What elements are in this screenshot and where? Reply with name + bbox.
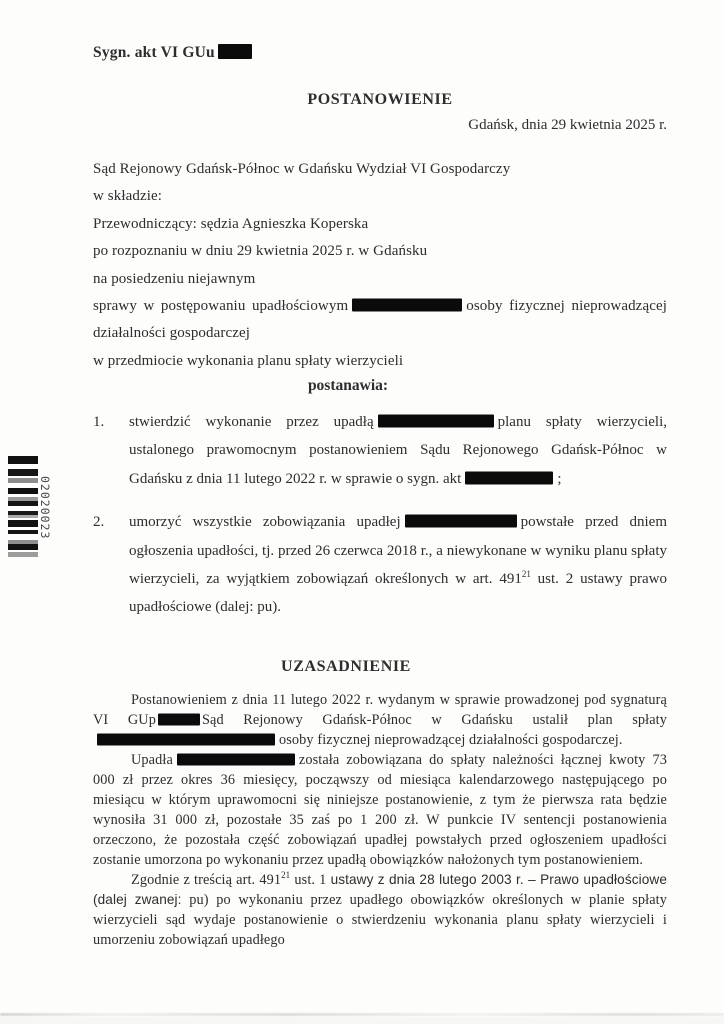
scan-bottom-strip bbox=[0, 1017, 724, 1024]
list-item-text: stwierdzić wykonanie przez upadłą planu spłaty wierzycieli, ustalonego prawomocnym postanowieniem Sądu Rejonowego Gdańsk-Północ w Gdańsku z dnia 11 lutego 2022 r. w sprawie o sygn. akt ; bbox=[129, 414, 667, 487]
barcode-bar bbox=[8, 469, 38, 476]
operative-heading: postanawia: bbox=[307, 377, 389, 394]
operative-list bbox=[93, 408, 667, 637]
list-item-number: 2. bbox=[93, 514, 105, 531]
redaction-bar bbox=[97, 734, 275, 746]
font-switch-segment: ustawy z dnia 28 lutego 2003 r. – Prawo upadłościowe (dalej zwanej: bbox=[93, 872, 667, 907]
case-text-after: osoby fizycznej nieprowadzącej działalności gospodarczej bbox=[93, 298, 667, 342]
barcode-value: 02020023 bbox=[38, 476, 52, 540]
case-line bbox=[93, 293, 667, 348]
scan-shadow-line bbox=[0, 1013, 724, 1016]
justification-paragraph: Postanowieniem z dnia 11 lutego 2022 r. wydanym w sprawie prowadzonej pod sygnaturą VI GUp Sąd Rejonowy Gdańsk-Północ w Gdańsku ustalił plan spłatyosoby fizycznej nieprowadzącej działalności gospodarczej. bbox=[93, 692, 668, 748]
case-text-before: sprawy w postępowaniu upadłościowym bbox=[93, 298, 349, 315]
intro-block bbox=[93, 156, 667, 375]
barcode-bar bbox=[8, 552, 38, 556]
redaction-bar bbox=[177, 754, 295, 766]
barcode-bar bbox=[8, 456, 38, 464]
case-number-label: Sygn. akt VI GUu bbox=[93, 44, 215, 61]
redaction-bar bbox=[218, 44, 252, 59]
document-title: POSTANOWIENIE bbox=[307, 91, 453, 108]
redaction-bar bbox=[158, 714, 200, 726]
hearing-line: po rozpoznaniu w dniu 29 kwietnia 2025 r. w Gdańsku bbox=[93, 243, 428, 260]
judge-line: Przewodniczący: sędzia Agnieszka Koperska bbox=[93, 215, 369, 232]
redaction-bar bbox=[405, 515, 517, 528]
justification-paragraph: Zgodnie z treścią art. $491^{21}$ ust. 1 ustawy z dnia 28 lutego 2003 r. – Prawo upadłościowe (dalej zwanej: pu) po wykonaniu przez upadłego obowiązków określonych w planie spłaty wierzycieli sąd wydaje postanowienie o stwierdzeniu wykonania planu spłaty wierzycieli i umorzeniu zobowiązań upadłego bbox=[93, 870, 667, 948]
composition-label: w składzie: bbox=[93, 188, 162, 205]
court-name: Sąd Rejonowy Gdańsk-Północ w Gdańsku Wydział VI Gospodarczy bbox=[93, 161, 511, 177]
case-number-line bbox=[93, 42, 667, 62]
subject-line: w przedmiocie wykonania planu spłaty wierzycieli bbox=[93, 352, 404, 369]
list-item bbox=[93, 408, 667, 493]
redaction-bar bbox=[352, 299, 462, 312]
superscript: 21 bbox=[281, 870, 291, 881]
justification-heading: UZASADNIENIE bbox=[281, 658, 411, 675]
redaction-bar bbox=[465, 471, 553, 484]
list-item bbox=[93, 508, 667, 622]
date-line: Gdańsk, dnia 29 kwietnia 2025 r. bbox=[468, 117, 667, 133]
justification-block bbox=[93, 690, 667, 950]
justification-paragraph: Upadła została zobowiązana do spłaty należności łącznej kwoty 73 000 zł przez okres 36 miesięcy, począwszy od miesiąca kalendarzowego następującego po miesiącu w którym uprawomocni się niniejsze postanowienie, z tym że pierwsza rata będzie wynosiła 31 000 zł, pozostałe 35 zaś po 1 200 zł. W punkcie IV sentencji postanowienia orzeczono, że pozostała część zobowiązań upadłej powstałych przed ogłoszeniem upadłości zostanie umorzona po wykonaniu przez upadłą obowiązków nałożonych tym postanowieniem. bbox=[93, 752, 667, 868]
session-line: na posiedzeniu niejawnym bbox=[93, 270, 256, 287]
barcode bbox=[8, 456, 38, 560]
superscript: 21 bbox=[521, 569, 531, 580]
list-item-number: 1. bbox=[93, 414, 105, 430]
redaction-bar bbox=[378, 415, 494, 428]
barcode-bar bbox=[8, 520, 38, 527]
list-item-text: umorzyć wszystkie zobowiązania upadłej powstałe przed dniem ogłoszenia upadłości, tj. przed 26 czerwca 2018 r., a niewykonane w wyniku planu spłaty wierzycieli, za wyjątkiem zobowiązań określonych w art. $491^{21}$ ust. 2 ustawy prawo upadłościowe (dalej: pu). bbox=[129, 514, 667, 616]
